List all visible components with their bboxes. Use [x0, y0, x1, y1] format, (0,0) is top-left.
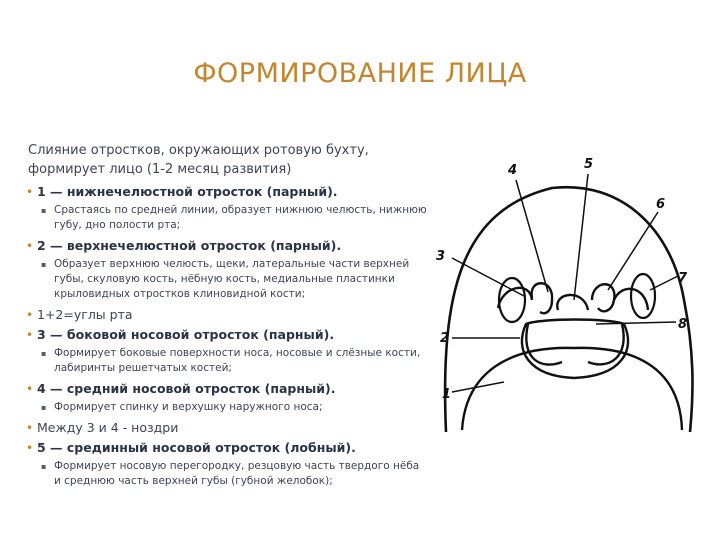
- sub-bullet-list: [37, 346, 428, 376]
- sub-bullet-list: [37, 203, 428, 233]
- frontonasal-process: [557, 295, 588, 310]
- diagram-svg: [432, 150, 700, 440]
- face-development-diagram: [432, 150, 700, 440]
- bullet-item: [28, 183, 428, 233]
- bullet-text: 3 — боковой носовой отросток (парный).: [37, 327, 335, 342]
- bullet-text: 2 — верхнечелюстной отросток (парный).: [37, 238, 342, 253]
- intro-text: Слияние отростков, окружающих ротовую бухту, формирует лицо (1-2 месяц развития): [28, 143, 369, 177]
- leader-4: [516, 180, 548, 292]
- bullet-text: 4 — средний носовой отросток (парный).: [37, 381, 336, 396]
- slide-content: [28, 141, 428, 493]
- label-3: 3: [436, 249, 446, 264]
- mandibular-arch: [462, 348, 682, 430]
- medial-nasal-right: [592, 284, 614, 311]
- label-7: 7: [678, 271, 688, 286]
- label-8: 8: [678, 317, 688, 332]
- bullet-item: [28, 439, 428, 489]
- bullet-item: [28, 326, 428, 376]
- bullet-text: 1 — нижнечелюстной отросток (парный).: [37, 184, 338, 199]
- bullet-item: [28, 419, 428, 437]
- leader-5: [574, 174, 588, 300]
- sub-bullet-item: ▪ Срастаясь по средней линии, образует нижнюю челюсть, нижнюю губу, дно полости рта;: [37, 203, 428, 233]
- leader-8: [596, 322, 676, 324]
- label-1: 1: [442, 387, 452, 402]
- sub-bullet-item: ▪ Формирует спинку и верхушку наружного носа;: [37, 400, 428, 415]
- slide-title: ФОРМИРОВАНИЕ ЛИЦА: [193, 58, 527, 89]
- maxillary-process-left: [526, 324, 562, 365]
- medial-nasal-left: [532, 283, 553, 313]
- sub-bullet-list: [37, 257, 428, 302]
- bullet-item: [28, 237, 428, 302]
- head-outline: [445, 187, 692, 432]
- bullet-text: 5 — срединный носовой отросток (лобный).: [37, 440, 356, 455]
- bullet-text: 1+2=углы рта: [37, 307, 133, 322]
- label-4: 4: [508, 163, 518, 178]
- label-5: 5: [584, 157, 594, 172]
- leader-7: [650, 276, 678, 290]
- bullet-item: [28, 380, 428, 415]
- label-6: 6: [656, 197, 666, 212]
- sub-bullet-item: ▪ Формирует боковые поверхности носа, носовые и слёзные кости, лабиринты решетчатых костей;: [37, 346, 428, 376]
- maxillary-process-right: [588, 324, 624, 364]
- bullet-text: Между 3 и 4 - ноздри: [37, 420, 179, 435]
- sub-bullet-item: ▪ Образует верхнюю челюсть, щеки, латеральные части верхней губы, скуловую кость, нёбную кость, медиальные пластинки крыловидных отростков клиновидной кости;: [37, 257, 428, 302]
- sub-bullet-list: [37, 400, 428, 415]
- bullet-item: [28, 306, 428, 324]
- bullet-list: [28, 183, 428, 489]
- label-2: 2: [440, 331, 450, 346]
- sub-bullet-item: ▪ Формирует носовую перегородку, резцовую часть твердого нёба и среднюю часть верхней губы (губной желобок);: [37, 459, 428, 489]
- sub-bullet-list: [37, 459, 428, 489]
